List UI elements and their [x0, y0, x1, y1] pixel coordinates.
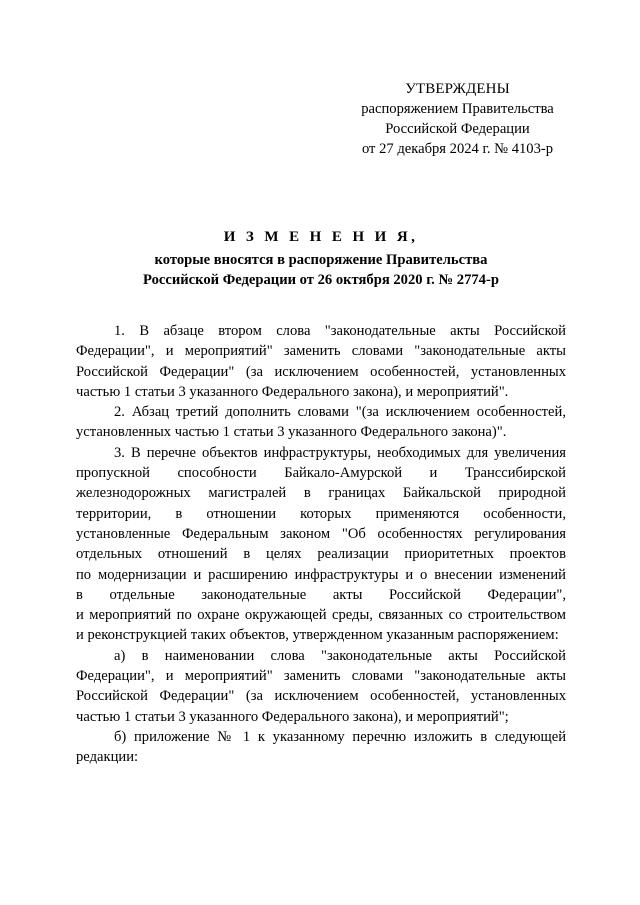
paragraph-line: в отдельные законодательные акты Российской Федерации", — [76, 586, 566, 603]
paragraph-line: 1. В абзаце втором слова "законодательные акты Российской — [114, 323, 566, 339]
paragraph-line: Российской Федерации" (за исключением особенностей, установленных — [76, 363, 566, 380]
approval-line-3: от 27 декабря 2024 г. № 4103-р — [361, 141, 554, 157]
paragraph-line: б) приложение № 1 к указанному перечню изложить в следующей — [114, 728, 566, 745]
approval-block — [340, 79, 575, 159]
paragraph-line: а) в наименовании слова "законодательные акты Российской — [114, 647, 566, 664]
paragraph-line: территории, в отношении которых применяются особенности, — [76, 505, 566, 522]
paragraph-line: Российской Федерации" (за исключением особенностей, установленных — [76, 688, 566, 705]
paragraph-line: железнодорожных магистралей в границах Байкальской природной — [76, 485, 566, 502]
paragraph-line: установленные Федеральным законом "Об особенностях регулирования — [76, 525, 566, 542]
paragraph-line: по модернизации и расширению инфраструктуры и о внесении изменений — [76, 566, 566, 583]
paragraph-line: частью 1 статьи 3 указанного Федерального закона), и мероприятий". — [76, 383, 509, 400]
paragraph-line: редакции: — [76, 749, 139, 766]
paragraph-line: и реконструкцией таких объектов, утвержденном указанным распоряжением: — [76, 627, 559, 644]
paragraph-3b — [76, 727, 566, 768]
document-subtitle-line-1: которые вносятся в распоряжение Правительства — [154, 252, 488, 268]
paragraph-line: и мероприятий по охране окружающей среды, связанных со строительством — [76, 607, 566, 624]
paragraph-1 — [76, 321, 566, 402]
paragraph-line: отдельных отношений в целях реализации приоритетных проектов — [76, 546, 566, 563]
approval-line-1: распоряжением Правительства — [361, 101, 554, 117]
document-title: И З М Е Н Е Н И Я, — [223, 229, 419, 245]
approval-label: УТВЕРЖДЕНЫ — [405, 81, 510, 97]
approval-line-2: Российской Федерации — [385, 121, 530, 137]
paragraph-2 — [76, 402, 566, 443]
document-heading — [76, 226, 566, 290]
paragraph-line: Федерации", и мероприятий" заменить словами "законодательные акты — [76, 343, 566, 360]
paragraph-3 — [76, 443, 566, 646]
paragraph-line: 2. Абзац третий дополнить словами "(за исключением особенностей, — [114, 404, 566, 421]
document-subtitle-line-2: Российской Федерации от 26 октября 2020 г. № 2774-р — [143, 272, 499, 288]
paragraph-line: пропускной способности Байкало-Амурской и Транссибирской — [76, 465, 566, 482]
document-body — [76, 321, 566, 768]
paragraph-line: частью 1 статьи 3 указанного Федерального закона), и мероприятий"; — [76, 708, 509, 725]
paragraph-line: установленных частью 1 статьи 3 указанного Федерального закона)". — [76, 424, 507, 441]
paragraph-line: Федерации", и мероприятий" заменить словами "законодательные акты — [76, 668, 566, 685]
paragraph-line: 3. В перечне объектов инфраструктуры, необходимых для увеличения — [114, 444, 566, 461]
paragraph-3a — [76, 646, 566, 727]
